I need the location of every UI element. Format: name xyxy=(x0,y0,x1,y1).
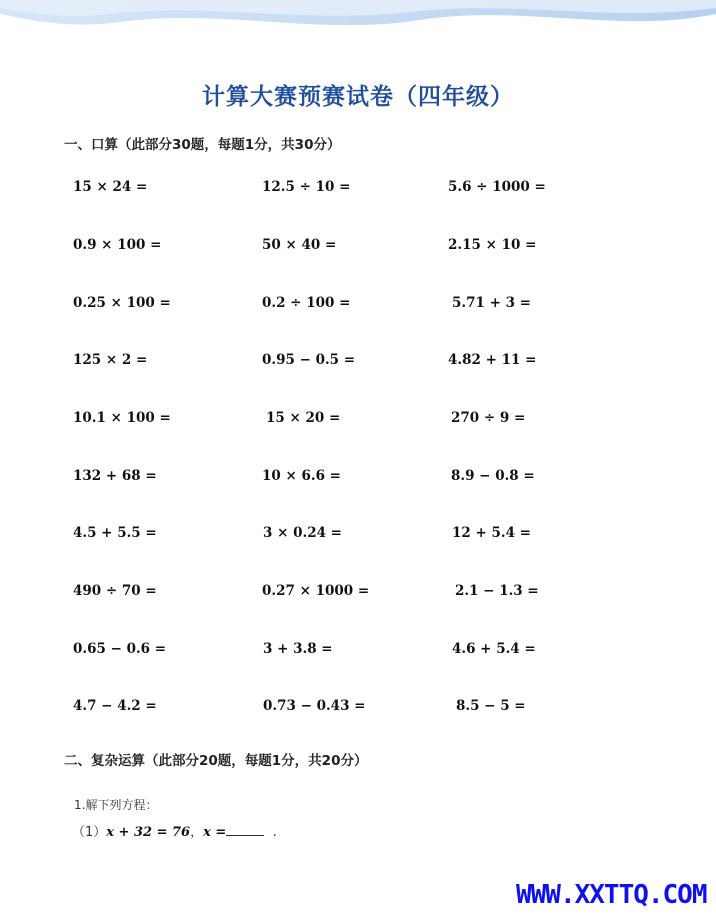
problem-r7-c2: 3 × 0.24 = xyxy=(263,525,342,541)
problem-r10-c2: 0.73 − 0.43 = xyxy=(263,698,366,714)
section2-heading: 二、复杂运算（此部分20题，每题1分，共20分） xyxy=(64,753,368,769)
problem-r3-c1: 0.25 × 100 = xyxy=(73,295,171,311)
problem-r1-c2: 12.5 ÷ 10 = xyxy=(262,179,351,195)
item-number: （1） xyxy=(72,825,107,840)
problem-r7-c1: 4.5 + 5.5 = xyxy=(73,525,157,541)
problem-r9-c2: 3 + 3.8 = xyxy=(263,641,333,657)
problem-r8-c1: 490 ÷ 70 = xyxy=(73,583,157,599)
problem-r10-c1: 4.7 − 4.2 = xyxy=(73,698,157,714)
equation: x + 32 = 76 xyxy=(106,825,191,840)
separator: ， xyxy=(190,825,204,840)
problem-r8-c2: 0.27 × 1000 = xyxy=(262,583,370,599)
problem-r8-c3: 2.1 − 1.3 = xyxy=(455,583,539,599)
problem-r9-c3: 4.6 + 5.4 = xyxy=(452,641,536,657)
problem-r4-c2: 0.95 − 0.5 = xyxy=(262,352,356,368)
question-1-item-1 xyxy=(72,821,277,840)
item-end: . xyxy=(272,825,277,840)
problem-r9-c1: 0.65 − 0.6 = xyxy=(73,641,167,657)
problem-r3-c3: 5.71 + 3 = xyxy=(452,295,531,311)
page-title: 计算大赛预赛试卷（四年级） xyxy=(202,84,514,110)
answer-blank[interactable] xyxy=(226,825,264,836)
problem-r4-c3: 4.82 + 11 = xyxy=(448,352,537,368)
problem-r2-c3: 2.15 × 10 = xyxy=(448,237,537,253)
problem-r6-c2: 10 × 6.6 = xyxy=(262,468,341,484)
problem-r7-c3: 12 + 5.4 = xyxy=(452,525,531,541)
question-1-instruction: 1.解下列方程： xyxy=(74,798,158,812)
problem-r5-c1: 10.1 × 100 = xyxy=(73,410,171,426)
problem-r5-c2: 15 × 20 = xyxy=(266,410,341,426)
problem-r2-c2: 50 × 40 = xyxy=(262,237,337,253)
problem-r1-c1: 15 × 24 = xyxy=(73,179,148,195)
problem-r1-c3: 5.6 ÷ 1000 = xyxy=(448,179,546,195)
problem-r6-c3: 8.9 − 0.8 = xyxy=(451,468,535,484)
problem-r5-c3: 270 ÷ 9 = xyxy=(451,410,526,426)
problem-r6-c1: 132 + 68 = xyxy=(73,468,157,484)
section1-heading: 一、口算（此部分30题，每题1分，共30分） xyxy=(64,137,341,153)
answer-prefix: x = xyxy=(203,825,227,840)
problem-r10-c3: 8.5 − 5 = xyxy=(456,698,526,714)
problem-r2-c1: 0.9 × 100 = xyxy=(73,237,162,253)
site-watermark: WWW.XXTTQ.COM xyxy=(516,880,707,910)
header-wave-decoration xyxy=(0,0,716,40)
problem-r3-c2: 0.2 ÷ 100 = xyxy=(262,295,351,311)
problem-r4-c1: 125 × 2 = xyxy=(73,352,148,368)
